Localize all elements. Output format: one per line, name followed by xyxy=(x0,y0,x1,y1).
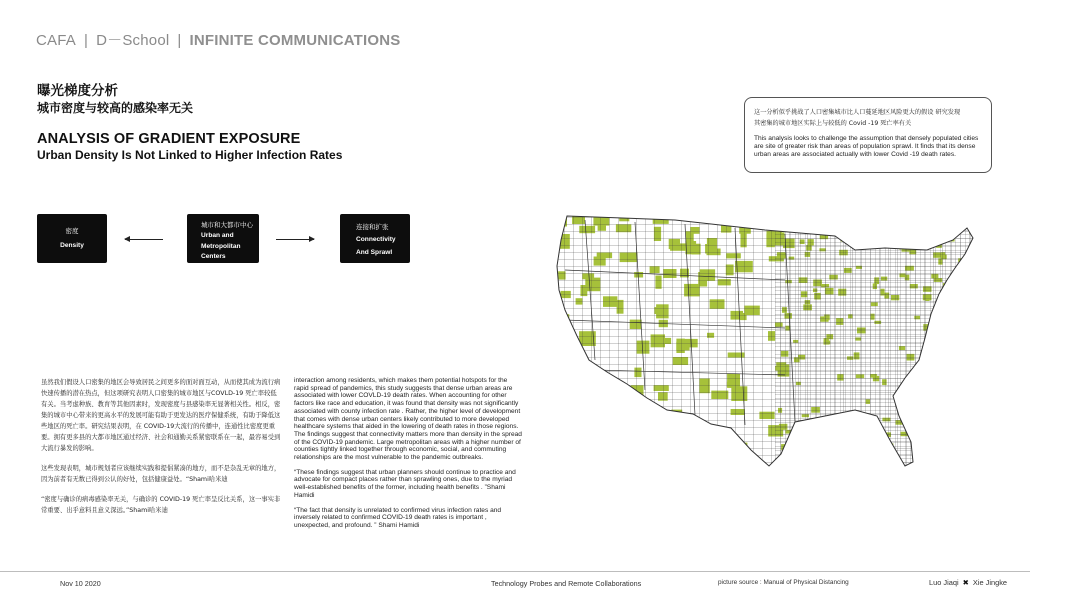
highlighted-county xyxy=(931,383,936,389)
highlighted-county xyxy=(916,384,923,391)
highlighted-county xyxy=(893,211,898,218)
footer-date: Nov 10 2020 xyxy=(60,579,101,588)
highlighted-county xyxy=(678,421,687,432)
highlighted-county xyxy=(680,458,694,471)
highlighted-county xyxy=(618,443,632,458)
highlighted-county xyxy=(931,441,937,447)
highlighted-county xyxy=(845,230,854,234)
footer-source-label: picture source : xyxy=(718,579,762,586)
urban-label-en-3: Centers xyxy=(201,253,226,260)
body-text-cn xyxy=(41,377,281,525)
connectivity-box xyxy=(340,214,410,263)
map-counties xyxy=(555,210,1005,480)
density-box xyxy=(37,214,107,263)
highlighted-county xyxy=(820,438,824,443)
highlighted-county xyxy=(872,227,877,233)
highlighted-county xyxy=(598,451,607,465)
highlighted-county xyxy=(956,383,964,388)
highlighted-county xyxy=(898,226,905,231)
highlighted-county xyxy=(725,440,743,446)
page-title-cn: 曝光梯度分析 xyxy=(37,83,118,99)
highlighted-county xyxy=(563,418,581,425)
highlighted-county xyxy=(921,423,925,428)
header-infinite-communications: INFINITE COMMUNICATIONS xyxy=(189,32,401,49)
left-arrow xyxy=(125,239,163,240)
body-cn-paragraph-2: 这些发现表明，城市规划者应该继续实践和提倡紧凑的地方，而不是杂乱无章的地方，因为前者有无数已得到公认的好处，包括健康益处。“Shami哈米迪 xyxy=(41,465,281,483)
header-cafa: CAFA xyxy=(36,32,76,49)
highlighted-county xyxy=(961,306,970,309)
highlighted-county xyxy=(899,240,905,245)
highlighted-county xyxy=(867,211,874,214)
highlighted-county xyxy=(732,452,749,459)
highlighted-county xyxy=(929,376,936,381)
density-label-cn: 密度 xyxy=(65,227,79,235)
highlighted-county xyxy=(953,272,959,278)
author-1: Luo Jiaqi xyxy=(929,578,959,587)
footer-divider xyxy=(0,571,1030,572)
footer-authors xyxy=(929,578,1007,587)
highlighted-county xyxy=(844,454,852,460)
author-2: Xie Jingke xyxy=(972,578,1008,587)
page-subtitle-cn: 城市密度与较高的感染率无关 xyxy=(37,101,194,115)
highlighted-county xyxy=(967,321,972,326)
highlighted-county xyxy=(838,414,844,419)
urban-centers-box xyxy=(187,214,259,263)
footer-source-value: Manual of Physical Distancing xyxy=(763,579,849,586)
highlighted-county xyxy=(891,243,897,247)
highlighted-county xyxy=(802,213,810,220)
body-en-paragraph-2: “These findings suggest that urban planners should continue to practice and advocate for compact places rather than sprawling ones, due to the myriad well-established benefits of the former, including health benefits . ”Shami Hamidi xyxy=(294,468,516,499)
highlighted-county xyxy=(653,448,666,462)
highlighted-county xyxy=(600,407,615,421)
urban-label-cn: 城市和大都市中心 xyxy=(201,221,253,229)
highlighted-county xyxy=(559,403,570,416)
right-arrow xyxy=(276,239,314,240)
highlighted-county xyxy=(956,380,962,387)
highlighted-county xyxy=(659,426,670,432)
highlighted-county xyxy=(618,411,634,422)
summary-cn-line2: 其密集的城市地区实际上与较低的 Covid -19 死亡率有关 xyxy=(754,120,912,127)
highlighted-county xyxy=(778,218,784,224)
highlighted-county xyxy=(799,421,807,427)
page-title-en: ANALYSIS OF GRADIENT EXPOSURE xyxy=(37,131,301,147)
connectivity-label-en-1: Connectivity xyxy=(356,236,396,243)
highlighted-county xyxy=(925,406,932,411)
highlighted-county xyxy=(898,231,904,235)
highlighted-county xyxy=(618,457,630,472)
highlighted-county xyxy=(970,281,975,285)
highlighted-county xyxy=(660,428,673,438)
summary-en: This analysis looks to challenge the assumption that densely populated cities are site of greater risk than areas of population sprawl. It finds that its dense urban areas are associated actually with lower Covid -19 death rates. xyxy=(754,135,979,158)
header-title xyxy=(36,29,400,50)
highlighted-county xyxy=(914,215,922,218)
summary-box xyxy=(744,97,992,173)
highlighted-county xyxy=(582,394,594,409)
body-cn-paragraph-1: 虽然我们假设人口密集的地区会导致居民之间更多的面对面互动，从而使其成为流行病快速传播的潜在热点，但这项研究表明人口密集的城市地区与COVLD-19 死亡率较低有关。当考虑种族、教育等其他因素时，发现密度与县感染率无显著相关性。相反，密集的城市中心带来的更高水平的发展可能有助于更发达的医疗保健系统，有助于降低这些地区的死亡率。研究结果表明，在 COVID-19大流行的传播中，连通性比密度更重要。拥有更多县的大都市地区通过经济、社会和通勤关系紧密联系在一起，最容易受到大流行暴发的影响。 xyxy=(41,379,281,452)
highlighted-county xyxy=(934,434,939,437)
highlighted-county xyxy=(646,429,661,441)
highlighted-county xyxy=(920,368,926,374)
highlighted-county xyxy=(785,445,794,449)
highlighted-county xyxy=(557,215,565,223)
highlighted-county xyxy=(580,452,596,457)
highlighted-county xyxy=(582,388,596,394)
page-subtitle-en: Urban Density Is Not Linked to Higher Infection Rates xyxy=(37,148,343,162)
highlighted-county xyxy=(782,455,789,460)
highlighted-county xyxy=(912,394,917,401)
header-separator: | xyxy=(177,32,182,49)
highlighted-county xyxy=(561,362,569,370)
body-en-paragraph-1: interaction among residents, which makes them potential hotspots for the rapid spread of pandemics, this study suggests that dense urban areas are associated with lower COVLD-19 death rates. When accounting for other factors like race and education, it was found that density was not significantly associated with county infection rate . Rather, the higher level of development that comes with dense urban centers likely contributed to more developed healthcare systems that aided in the lowering of death rates in those regions. The findings suggest that connectivity matters more than density in the spread of the COVID-19 pandemic. Large metropolitan areas with a higher number of counties tightly linked together through economic, social, and commuting relationships are the most vulnerable to the pandemic outbreaks. xyxy=(294,377,522,462)
highlighted-county xyxy=(859,240,868,246)
highlighted-county xyxy=(859,213,866,219)
summary-cn-line1: 这一分析似乎挑战了人口密集城市比人口蔓延地区风险更大的假设 研究发现 xyxy=(754,109,961,116)
body-cn-paragraph-3: “密度与确诊的病毒感染率无关，与确诊的 COVID-19 死亡率呈反比关系，这一事实非常重要、出乎意料且意义深远。”Shami哈米迪 xyxy=(41,496,281,514)
highlighted-county xyxy=(788,225,794,230)
footer-picture-source xyxy=(718,579,849,586)
highlighted-county xyxy=(920,357,929,361)
body-text-en xyxy=(294,377,522,537)
body-en-paragraph-3: “The fact that density is unrelated to confirmed virus infection rates and inversely related to confirmed COVID-19 death rates is important , unexpected, and profound. ” Shami Hamidi xyxy=(294,506,502,529)
us-county-map xyxy=(555,210,1005,480)
footer-center-title: Technology Probes and Remote Collaborations xyxy=(491,579,642,588)
highlighted-county xyxy=(887,239,892,244)
highlighted-county xyxy=(931,374,935,379)
highlighted-county xyxy=(727,439,741,444)
urban-label-en-1: Urban and xyxy=(201,232,234,239)
highlighted-county xyxy=(724,219,738,225)
connectivity-label-cn: 连接和扩张 xyxy=(356,223,389,231)
highlighted-county xyxy=(790,453,797,459)
highlighted-county xyxy=(928,333,933,338)
highlighted-county xyxy=(973,214,979,221)
header-dschool: D－School xyxy=(96,32,170,49)
author-separator-icon: ✖ xyxy=(962,578,969,587)
highlighted-county xyxy=(965,399,970,403)
highlighted-county xyxy=(580,403,595,409)
header-separator: | xyxy=(83,32,89,49)
connectivity-label-en-2: And Sprawl xyxy=(356,248,393,256)
highlighted-county xyxy=(855,415,864,421)
highlighted-county xyxy=(665,415,678,429)
density-label-en: Density xyxy=(60,242,84,249)
highlighted-county xyxy=(625,431,639,443)
highlighted-county xyxy=(965,359,970,365)
highlighted-county xyxy=(603,455,613,467)
highlighted-county xyxy=(966,257,972,262)
highlighted-county xyxy=(636,430,651,438)
highlighted-county xyxy=(807,457,814,462)
urban-label-en-2: Metropolitan xyxy=(201,242,241,250)
us-county-map-image xyxy=(555,210,1005,480)
